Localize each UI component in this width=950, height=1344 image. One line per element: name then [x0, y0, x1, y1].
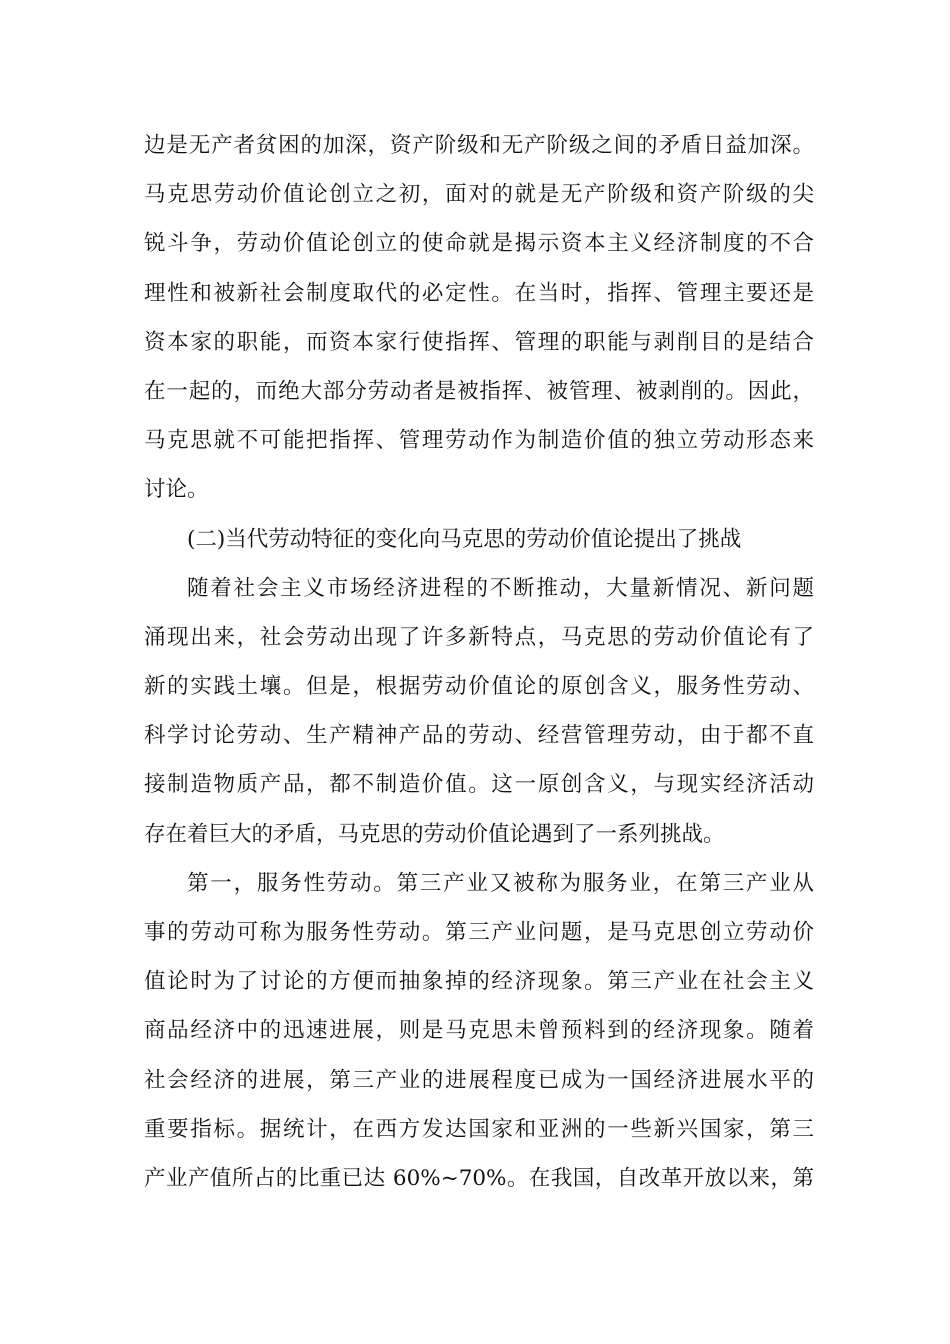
text-line: 接制造物质产品，都不制造价值。这一原创含义，与现实经济活动 — [144, 772, 814, 798]
body-text — [144, 128, 814, 1210]
text-line: 事的劳动可称为服务性劳动。第三产业问题，是马克思创立劳动价 — [144, 920, 814, 945]
text-line: 商品经济中的迅速进展，则是马克思未曾预料到的经济现象。随着 — [144, 1018, 814, 1044]
text-line: 产业产值所占的比重已达 60%~70%。在我国，自改革开放以来，第 — [144, 1165, 814, 1191]
text-line: 讨论。 — [144, 477, 209, 503]
text-line: 马克思劳动价值论创立之初，面对的就是无产阶级和资产阶级的尖 — [144, 182, 814, 208]
text-line: 涌现出来，社会劳动出现了许多新特点，马克思的劳动价值论有了 — [144, 624, 814, 650]
text-line: 锐斗争，劳动价值论创立的使命就是揭示资本主义经济制度的不合 — [144, 231, 814, 257]
text-line: 边是无产者贫困的加深，资产阶级和无产阶级之间的矛盾日益加深。 — [144, 133, 814, 158]
text-line: 科学讨论劳动、生产精神产品的劳动、经营管理劳动，由于都不直 — [144, 723, 814, 749]
text-line: 马克思就不可能把指挥、管理劳动作为制造价值的独立劳动形态来 — [144, 428, 814, 454]
text-line: 重要指标。据统计，在西方发达国家和亚洲的一些新兴国家，第三 — [144, 1116, 814, 1142]
text-line: 新的实践土壤。但是，根据劳动价值论的原创含义，服务性劳动、 — [144, 674, 814, 700]
text-line: 存在着巨大的矛盾，马克思的劳动价值论遇到了一系列挑战。 — [144, 821, 725, 847]
text-line: 随着社会主义市场经济进程的不断推动，大量新情况、新问题 — [187, 575, 814, 601]
text-line: 社会经济的进展，第三产业的进展程度已成为一国经济进展水平的 — [144, 1067, 814, 1093]
text-line: 在一起的，而绝大部分劳动者是被指挥、被管理、被剥削的。因此， — [144, 378, 814, 404]
text-line: 资本家的职能，而资本家行使指挥、管理的职能与剥削目的是结合 — [144, 329, 814, 355]
text-line: 值论时为了讨论的方便而抽象掉的经济现象。第三产业在社会主义 — [144, 969, 814, 995]
text-line: 第一，服务性劳动。第三产业又被称为服务业，在第三产业从 — [187, 870, 814, 896]
text-line: 理性和被新社会制度取代的必定性。在当时，指挥、管理主要还是 — [144, 280, 814, 306]
section-heading: (二)当代劳动特征的变化向马克思的劳动价值论提出了挑战 — [187, 526, 742, 552]
